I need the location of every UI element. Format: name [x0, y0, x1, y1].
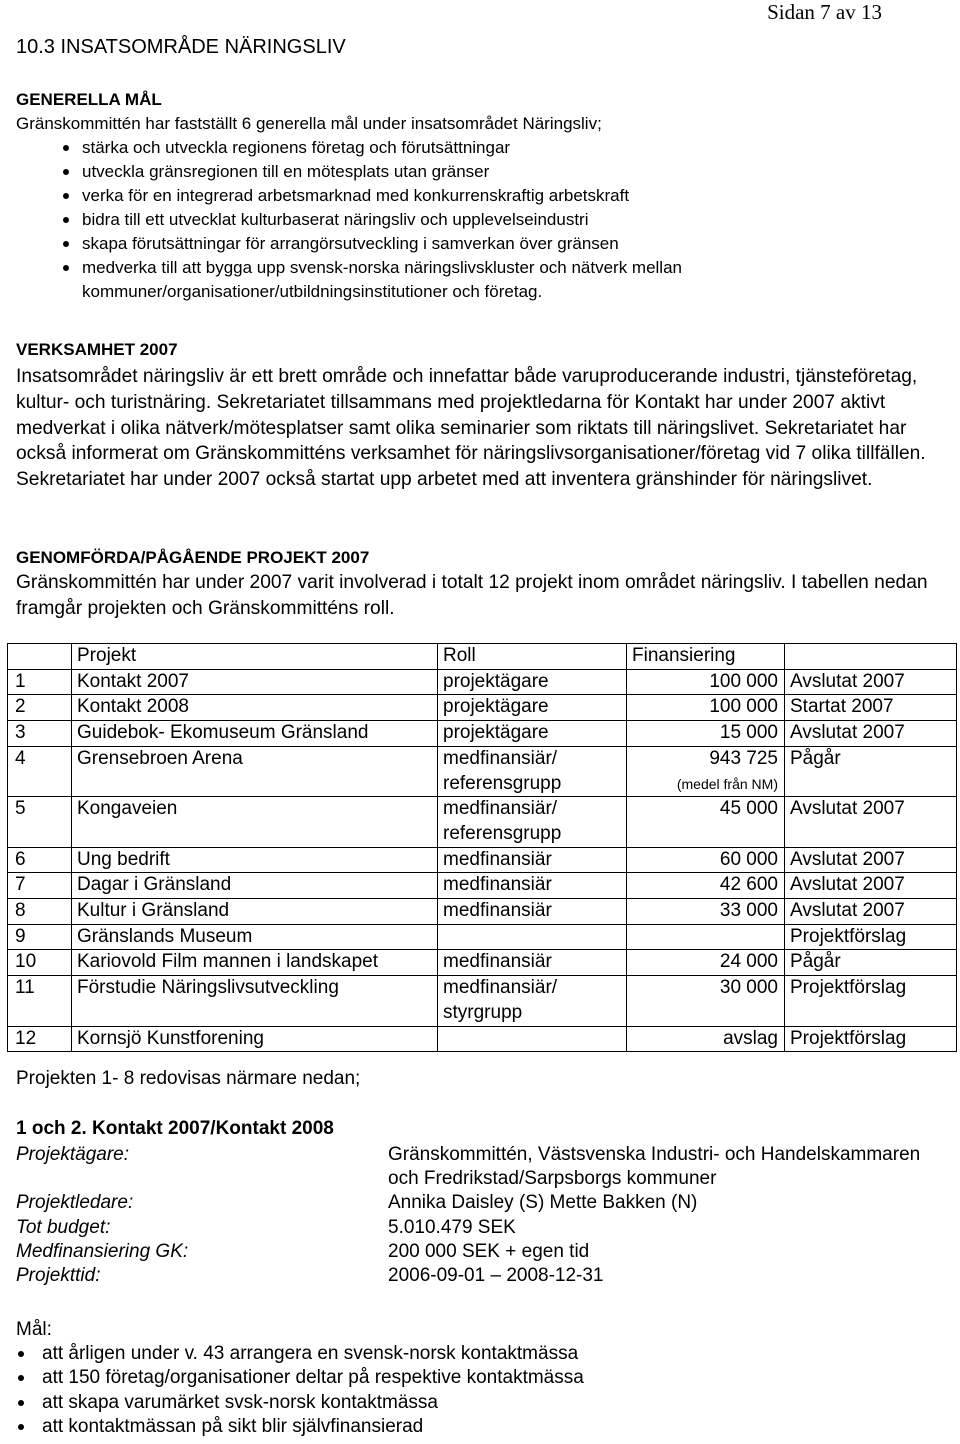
row-project: Kontakt 2008: [72, 695, 438, 721]
row-role: medfinansiär: [438, 873, 627, 899]
row-amount: 943 725: [709, 747, 778, 769]
projects-text: Gränskommittén har under 2007 varit involverad i totalt 12 projekt inom området näringsliv. I tabellen nedan framgår projekten och Gränskommitténs roll.: [16, 572, 928, 619]
row-project: Kongaveien: [72, 797, 438, 847]
info-value: 200 000 SEK + egen tid: [388, 1240, 590, 1262]
header-funding: Finansiering: [627, 644, 785, 670]
row-project: Guidebok- Ekomuseum Gränsland: [72, 721, 438, 747]
row-role: projektägare: [438, 721, 627, 747]
general-goals-list: [16, 136, 946, 304]
projects-section: [16, 546, 948, 622]
projects-table: [7, 643, 957, 1052]
row-role: [438, 924, 627, 950]
row-num: 9: [8, 924, 72, 950]
row-project: Ung bedrift: [72, 847, 438, 873]
list-item: medverka till att bygga upp svensk-norska näringslivskluster och nätverk mellan kommuner/organisationer/utbildningsinstitutioner och företag.: [16, 256, 842, 304]
info-value: 5.010.479 SEK: [388, 1216, 516, 1238]
activity-heading: VERKSAMHET 2007: [16, 340, 178, 359]
header-status: [785, 644, 957, 670]
row-amount: [627, 924, 785, 950]
row-num: 3: [8, 721, 72, 747]
row-status: Avslutat 2007: [785, 721, 957, 747]
row-amount: 15 000: [627, 721, 785, 747]
row-num: 1: [8, 669, 72, 695]
row-project: Kariovold Film mannen i landskapet: [72, 950, 438, 976]
info-row: [16, 1240, 948, 1264]
row-amount: 33 000: [627, 899, 785, 925]
row-project: Förstudie Näringslivsutveckling: [72, 976, 438, 1026]
list-item: stärka och utveckla regionens företag och förutsättningar: [16, 136, 946, 160]
table-row: [8, 1026, 957, 1052]
general-goals-section: [16, 88, 946, 304]
row-role: medfinansiär/ styrgrupp: [438, 976, 627, 1026]
row-amount: 24 000: [627, 950, 785, 976]
row-amount: 45 000: [627, 797, 785, 847]
list-item: att skapa varumärket svsk-norsk kontaktmässa: [0, 1391, 900, 1415]
row-status: Startat 2007: [785, 695, 957, 721]
kontakt-info: [16, 1143, 948, 1288]
row-status: Avslutat 2007: [785, 847, 957, 873]
row-num: 2: [8, 695, 72, 721]
row-project: Kornsjö Kunstforening: [72, 1026, 438, 1052]
activity-section: [16, 338, 948, 493]
table-row: [8, 669, 957, 695]
header-project: Projekt: [72, 644, 438, 670]
row-status: Projektförslag: [785, 924, 957, 950]
list-item: skapa förutsättningar för arrangörsutveckling i samverkan över gränsen: [16, 232, 946, 256]
row-status: Projektförslag: [785, 1026, 957, 1052]
info-label: Projekttid:: [16, 1265, 101, 1287]
info-row: [16, 1143, 948, 1191]
info-row: [16, 1216, 948, 1240]
after-table-text: Projekten 1- 8 redovisas närmare nedan;: [16, 1068, 361, 1089]
row-amount: 30 000: [627, 976, 785, 1026]
row-amount: 42 600: [627, 873, 785, 899]
row-status: Pågår: [785, 746, 957, 796]
list-item: utveckla gränsregionen till en mötesplats utan gränser: [16, 160, 946, 184]
row-role: [438, 1026, 627, 1052]
row-role: projektägare: [438, 669, 627, 695]
general-goals-heading: GENERELLA MÅL: [16, 90, 162, 109]
row-role: medfinansiär/ referensgrupp: [438, 746, 627, 796]
info-value: Gränskommittén, Västsvenska Industri- och Handelskammaren och Fredrikstad/Sarpsborgs kommuner: [388, 1144, 921, 1190]
projects-heading: GENOMFÖRDA/PÅGÅENDE PROJEKT 2007: [16, 548, 370, 567]
kontakt-heading: 1 och 2. Kontakt 2007/Kontakt 2008: [16, 1118, 334, 1139]
table-row: [8, 847, 957, 873]
general-goals-intro: Gränskommittén har fastställt 6 generella mål under insatsområdet Näringsliv;: [16, 114, 602, 133]
header-num: [8, 644, 72, 670]
table-row: [8, 746, 957, 796]
row-role: projektägare: [438, 695, 627, 721]
row-project: Grensebroen Arena: [72, 746, 438, 796]
goals-label: Mål:: [16, 1319, 52, 1340]
row-role: medfinansiär: [438, 950, 627, 976]
row-num: 10: [8, 950, 72, 976]
list-item: att årligen under v. 43 arrangera en svensk-norsk kontaktmässa: [0, 1342, 900, 1366]
info-row: [16, 1264, 948, 1288]
row-num: 11: [8, 976, 72, 1026]
table-row: [8, 873, 957, 899]
table-row: [8, 721, 957, 747]
row-amount: avslag: [627, 1026, 785, 1052]
row-project: Gränslands Museum: [72, 924, 438, 950]
table-row: [8, 797, 957, 847]
table-header-row: [8, 644, 957, 670]
row-num: 5: [8, 797, 72, 847]
info-label: Medfinansiering GK:: [16, 1240, 189, 1262]
row-status: Avslutat 2007: [785, 873, 957, 899]
row-status: Pågår: [785, 950, 957, 976]
row-project: Kultur i Gränsland: [72, 899, 438, 925]
page-number: Sidan 7 av 13: [767, 0, 882, 24]
info-label: Projektägare:: [16, 1144, 130, 1165]
row-role: medfinansiär/ referensgrupp: [438, 797, 627, 847]
row-num: 6: [8, 847, 72, 873]
list-item: verka för en integrerad arbetsmarknad med konkurrenskraftig arbetskraft: [16, 184, 946, 208]
row-num: 8: [8, 899, 72, 925]
row-amount: 60 000: [627, 847, 785, 873]
row-role: medfinansiär: [438, 847, 627, 873]
table-row: [8, 950, 957, 976]
row-status: Projektförslag: [785, 976, 957, 1026]
row-project: Dagar i Gränsland: [72, 873, 438, 899]
kontakt-goals-list: [0, 1342, 900, 1439]
table-row: [8, 695, 957, 721]
row-status: Avslutat 2007: [785, 899, 957, 925]
section-title: 10.3 INSATSOMRÅDE NÄRINGSLIV: [16, 36, 346, 58]
header-role: Roll: [438, 644, 627, 670]
row-status: Avslutat 2007: [785, 669, 957, 695]
list-item: att 150 företag/organisationer deltar på respektive kontaktmässa: [0, 1366, 900, 1390]
info-label: Projektledare:: [16, 1192, 134, 1214]
table-row: [8, 976, 957, 1026]
activity-text: Insatsområdet näringsliv är ett brett område och innefattar både varuproducerande industri, tjänsteföretag, kultur- och turistnäring. Sekretariatet tillsammans med projektledarna för Kontakt har under 2007 aktivt medverkat i olika nätverk/mötesplatser samt olika seminarier som riktats till näringslivet. Sekretariatet har också informerat om Gränskommitténs verksamhet för näringslivsorganisationer/företag vid 7 olika tillfällen. Sekretariatet har under 2007 också startat upp arbetet med att inventera gränshinder för näringslivet.: [16, 366, 926, 491]
table-row: [8, 924, 957, 950]
info-row: [16, 1191, 948, 1215]
row-num: 4: [8, 746, 72, 796]
row-amount: 100 000: [627, 695, 785, 721]
row-status: Avslutat 2007: [785, 797, 957, 847]
list-item: att kontaktmässan på sikt blir självfinansierad: [0, 1415, 900, 1439]
list-item: bidra till ett utvecklat kulturbaserat näringsliv och upplevelseindustri: [16, 208, 946, 232]
row-amount-note: (medel från NM): [676, 775, 778, 792]
row-role: medfinansiär: [438, 899, 627, 925]
row-amount-cell: [627, 746, 785, 796]
row-amount: 100 000: [627, 669, 785, 695]
info-label: Tot budget:: [16, 1216, 111, 1238]
info-value: Annika Daisley (S) Mette Bakken (N): [388, 1192, 698, 1214]
row-num: 7: [8, 873, 72, 899]
row-num: 12: [8, 1026, 72, 1052]
row-project: Kontakt 2007: [72, 669, 438, 695]
table-row: [8, 899, 957, 925]
info-value: 2006-09-01 – 2008-12-31: [388, 1265, 604, 1287]
